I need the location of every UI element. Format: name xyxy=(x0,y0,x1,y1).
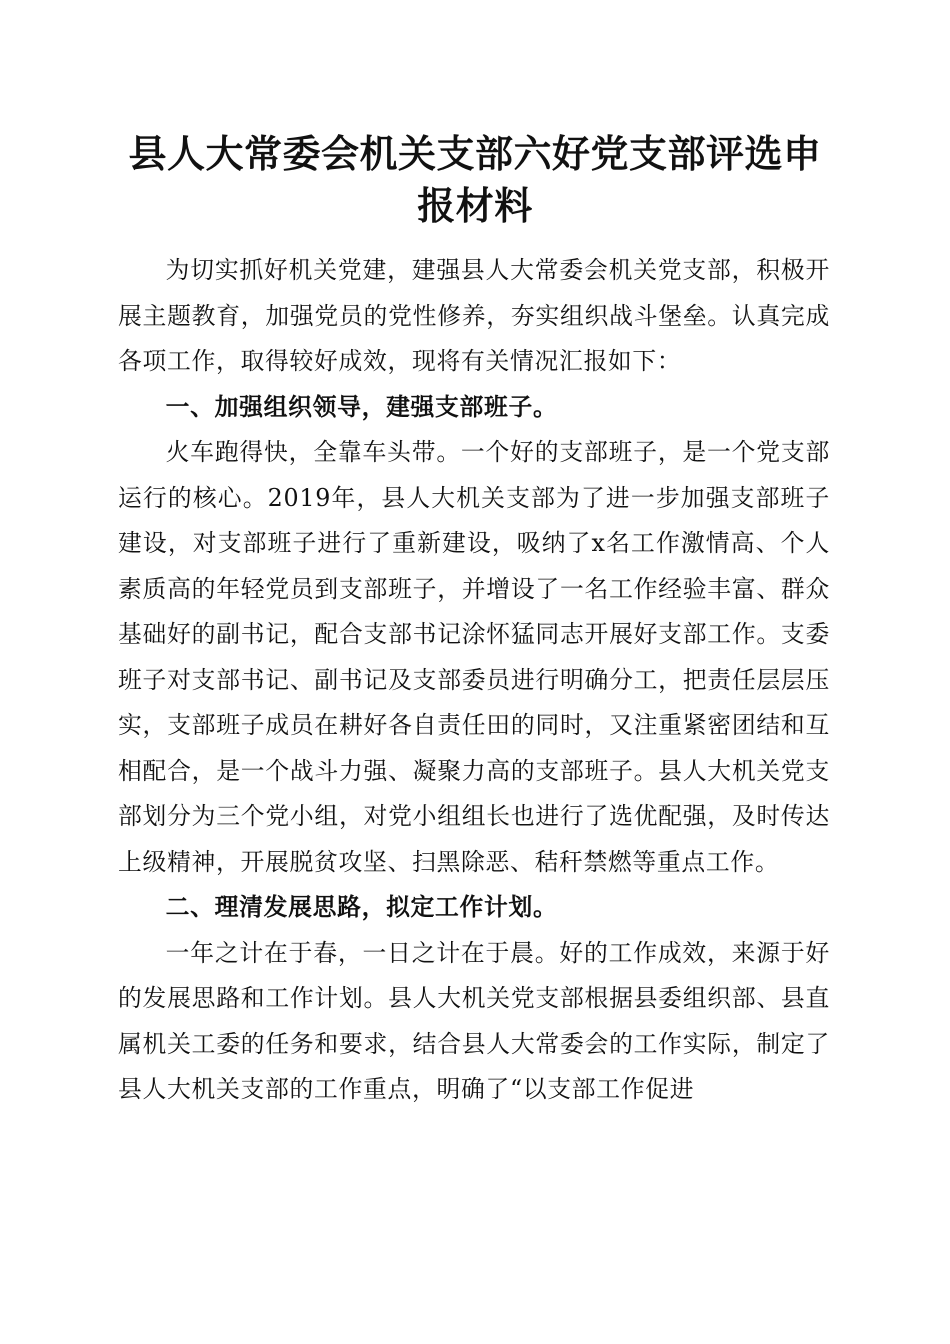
section-heading-2: 二、理清发展思路，拟定工作计划。 xyxy=(165,893,558,921)
intro-paragraph: 为切实抓好机关党建，建强县人大常委会机关党支部，积极开展主题教育，加强党员的党性修养，夯实组织战斗堡垒。认真完成各项工作，取得较好成效，现将有关情况汇报如下： xyxy=(118,256,830,375)
section-1-paragraph: 火车跑得快，全靠车头带。一个好的支部班子，是一个党支部运行的核心。2019年，县人大机关支部为了进一步加强支部班子建设，对支部班子进行了重新建设，吸纳了x名工作激情高、个人素质高的年轻党员到支部班子，并增设了一名工作经验丰富、群众基础好的副书记，配合支部书记涂怀猛同志开展好支部工作。支委班子对支部书记、副书记及支部委员进行明确分工，把责任层层压实，支部班子成员在耕好各自责任田的同时，又注重紧密团结和互相配合，是一个战斗力强、凝聚力高的支部班子。县人大机关党支部划分为三个党小组，对党小组组长也进行了选优配强，及时传达上级精神，开展脱贫攻坚、扫黑除恶、秸秆禁燃等重点工作。 xyxy=(118,438,830,876)
document-body xyxy=(118,248,830,1113)
section-heading-1: 一、加强组织领导，建强支部班子。 xyxy=(165,392,558,421)
section-2-paragraph: 一年之计在于春，一日之计在于晨。好的工作成效，来源于好的发展思路和工作计划。县人大机关党支部根据县委组织部、县直属机关工委的任务和要求，结合县人大常委会的工作实际，制定了县人大机关支部的工作重点，明确了“以支部工作促进 xyxy=(118,938,830,1103)
document-title: 县人大常委会机关支部六好党支部评选申报材料 xyxy=(128,132,822,228)
